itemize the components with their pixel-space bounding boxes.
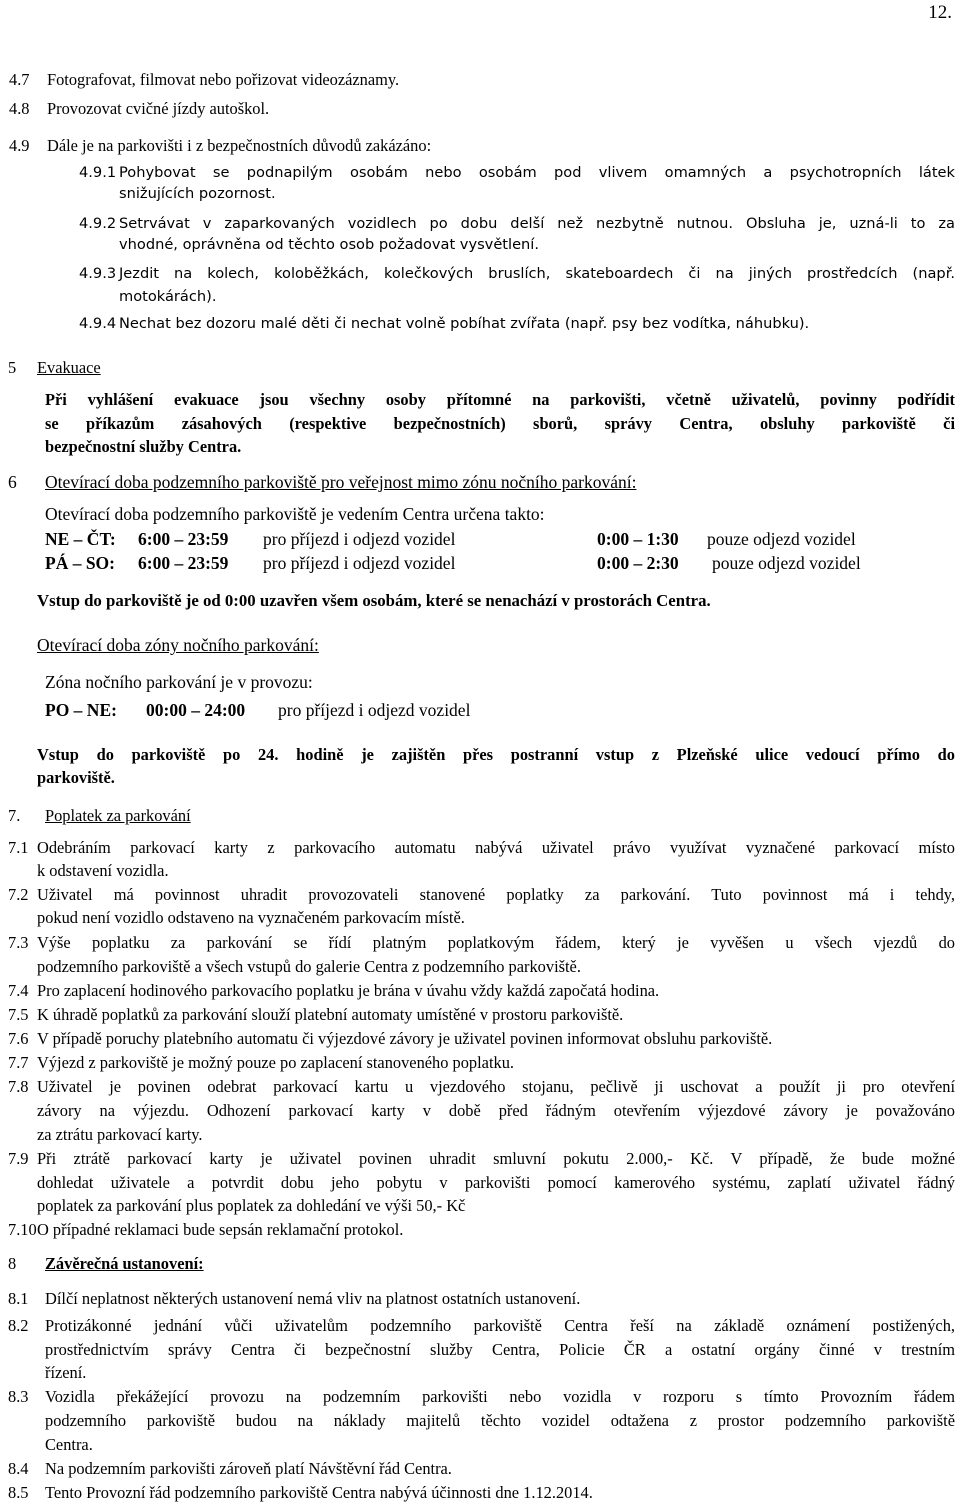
paragraph-line: bezpečnostní služby Centra.	[45, 437, 242, 456]
section-number: 5	[8, 358, 17, 377]
subitem-number: 4.9.3	[79, 265, 117, 282]
night-intro: Zóna nočního parkování je v provozu:	[45, 672, 313, 692]
item-number: 4.8	[9, 99, 30, 118]
subitem-text: Jezdit na kolech, koloběžkách, kolečkových bruslích, skateboardech či na jiných prostředcích (např.	[119, 265, 955, 282]
item-text: V případě poruchy platebního automatu či výjezdové závory je uživatel povinen informovat obsluhu parkoviště.	[37, 1029, 773, 1048]
subitem-text: snižujících pozornost.	[119, 185, 276, 202]
hours-time: 6:00 – 23:59	[138, 553, 229, 573]
subitem-text: Nechat bez dozoru malé děti či nechat volně pobíhat zvířata (např. psy bez vodítka, náhubku).	[119, 315, 810, 332]
item-number: 7.10	[8, 1220, 37, 1239]
section-title: Otevírací doba podzemního parkoviště pro veřejnost mimo zónu nočního parkování:	[45, 472, 637, 492]
item-text: Výše poplatku za parkování se řídí platným poplatkovým řádem, který je vyvěšen u všech vjezdů do	[37, 933, 955, 952]
item-number: 7.4	[8, 981, 29, 1000]
section-number: 6	[8, 472, 17, 492]
paragraph-line: Při vyhlášení evakuace jsou všechny osoby přítomné na parkovišti, včetně uživatelů, povinny podřídit	[45, 390, 955, 409]
night-title: Otevírací doba zóny nočního parkování:	[37, 635, 319, 655]
item-text: O případné reklamaci bude sepsán reklamační protokol.	[37, 1220, 404, 1239]
item-number: 4.9	[9, 136, 30, 155]
hours-days: PO – NE:	[45, 700, 117, 720]
subitem-number: 4.9.2	[79, 215, 117, 232]
hours-desc: pro příjezd i odjezd vozidel	[263, 529, 456, 549]
item-text: Při ztrátě parkovací karty je uživatel povinen uhradit smluvní pokutu 2.000,- Kč. V případě, že bude možné	[37, 1149, 955, 1168]
item-text: K úhradě poplatků za parkování slouží platební automaty umístěné v prostoru parkoviště.	[37, 1005, 624, 1024]
item-number: 7.7	[8, 1053, 29, 1072]
item-text: Na podzemním parkovišti zároveň platí Návštěvní řád Centra.	[45, 1459, 452, 1478]
item-number: 8.1	[8, 1289, 29, 1308]
item-text: Dílčí neplatnost některých ustanovení nemá vliv na platnost ostatních ustanovení.	[45, 1289, 581, 1308]
paragraph-line: Vstup do parkoviště po 24. hodině je zajištěn přes postranní vstup z Plzeňské ulice vedoucí přímo do	[37, 745, 955, 764]
item-number: 4.7	[9, 70, 30, 89]
page-number: 12.	[928, 2, 952, 23]
closed-notice: Vstup do parkoviště je od 0:00 uzavřen všem osobám, které se nenachází v prostorách Centra.	[37, 591, 711, 610]
hours-time: 0:00 – 2:30	[597, 553, 679, 573]
item-text: prostřednictvím správy Centra či bezpečnostní služby Centra, Policie ČR a ostatní orgány činné v trestním	[45, 1340, 955, 1359]
item-text: Provozovat cvičné jízdy autoškol.	[47, 99, 270, 118]
subitem-text: vhodné, oprávněna od těchto osob požadovat vysvětlení.	[119, 236, 539, 253]
item-text: Tento Provozní řád podzemního parkoviště Centra nabývá účinnosti dne 1.12.2014.	[45, 1483, 593, 1502]
hours-desc: pro příjezd i odjezd vozidel	[263, 553, 456, 573]
hours-time: 6:00 – 23:59	[138, 529, 229, 549]
item-text: Dále je na parkovišti i z bezpečnostních důvodů zakázáno:	[47, 136, 432, 155]
section-title: Poplatek za parkování	[45, 806, 191, 825]
hours-desc: pouze odjezd vozidel	[712, 553, 861, 573]
item-text: za ztrátu parkovací karty.	[37, 1125, 203, 1144]
hours-intro: Otevírací doba podzemního parkoviště je vedením Centra určena takto:	[45, 504, 545, 524]
subitem-number: 4.9.1	[79, 164, 117, 181]
item-number: 7.1	[8, 838, 29, 857]
subitem-text: Setrvávat v zaparkovaných vozidlech po dobu delší než nezbytně nutnou. Obsluha je, uzná-li to za	[119, 215, 955, 232]
item-number: 7.3	[8, 933, 29, 952]
item-text: řízení.	[45, 1363, 87, 1382]
item-text: k odstavení vozidla.	[37, 861, 169, 880]
item-number: 7.6	[8, 1029, 29, 1048]
item-text: Uživatel má povinnost uhradit provozovateli stanovené poplatky za parkování. Tuto povinnost má i tehdy,	[37, 885, 955, 904]
item-text: podzemního parkoviště budou na náklady majitelů těchto vozidel odtažena z prostor podzemního parkoviště	[45, 1411, 955, 1430]
item-text: poplatek za parkování plus poplatek za dohledání ve výši 50,- Kč	[37, 1196, 466, 1215]
item-text: závory na výjezdu. Odhození parkovací karty v době před řádným otevřením výjezdové závory je považováno	[37, 1101, 955, 1120]
section-title: Závěrečná ustanovení:	[45, 1254, 204, 1273]
paragraph-line: parkoviště.	[37, 768, 115, 787]
paragraph-line: se příkazům zásahových (respektive bezpečnostních) sborů, správy Centra, obsluhy parkoviště či	[45, 414, 955, 433]
item-text: Výjezd z parkoviště je možný pouze po zaplacení stanoveného poplatku.	[37, 1053, 514, 1072]
item-text: podzemního parkoviště a všech vstupů do galerie Centra z podzemního parkoviště.	[37, 957, 581, 976]
item-number: 7.5	[8, 1005, 29, 1024]
subitem-text: Pohybovat se podnapilým osobám nebo osobám pod vlivem omamných a psychotropních látek	[119, 164, 955, 181]
item-text: Fotografovat, filmovat nebo pořizovat videozáznamy.	[47, 70, 400, 89]
item-number: 8.2	[8, 1316, 29, 1335]
hours-days: NE – ČT:	[45, 529, 116, 549]
hours-desc: pouze odjezd vozidel	[707, 529, 856, 549]
hours-days: PÁ – SO:	[45, 553, 115, 573]
section-number: 7.	[8, 806, 21, 825]
item-number: 7.2	[8, 885, 29, 904]
item-text: Centra.	[45, 1435, 93, 1454]
item-text: Protizákonné jednání vůči uživatelům podzemního parkoviště Centra řeší na základě oznámení postižených,	[45, 1316, 955, 1335]
item-number: 8.4	[8, 1459, 29, 1478]
subitem-text: motokárách).	[119, 288, 217, 305]
item-number: 7.8	[8, 1077, 29, 1096]
hours-time: 0:00 – 1:30	[597, 529, 679, 549]
item-number: 8.3	[8, 1387, 29, 1406]
hours-desc: pro příjezd i odjezd vozidel	[278, 700, 471, 720]
section-title: Evakuace	[37, 358, 101, 377]
subitem-number: 4.9.4	[79, 315, 117, 332]
item-number: 7.9	[8, 1149, 29, 1168]
hours-time: 00:00 – 24:00	[146, 700, 246, 720]
item-text: Vozidla překážející provozu na podzemním parkovišti nebo vozidla v rozporu s tímto Provozním řádem	[45, 1387, 955, 1406]
item-text: dohledat uživatele a potvrdit dobu jeho pobytu v parkovišti pomocí kamerového systému, zaplatí uživatel řádný	[37, 1173, 955, 1192]
item-text: Uživatel je povinen odebrat parkovací kartu u vjezdového stojanu, pečlivě ji uschovat a použít ji pro otevření	[37, 1077, 955, 1096]
section-number: 8	[8, 1254, 17, 1273]
item-text: Pro zaplacení hodinového parkovacího poplatku je brána v úvahu vždy každá započatá hodina.	[37, 981, 660, 1000]
item-number: 8.5	[8, 1483, 29, 1502]
item-text: pokud není vozidlo odstaveno na vyznačeném parkovacím místě.	[37, 908, 465, 927]
item-text: Odebráním parkovací karty z parkovacího automatu nabývá uživatel právo využívat vyznačené parkovací místo	[37, 838, 955, 857]
